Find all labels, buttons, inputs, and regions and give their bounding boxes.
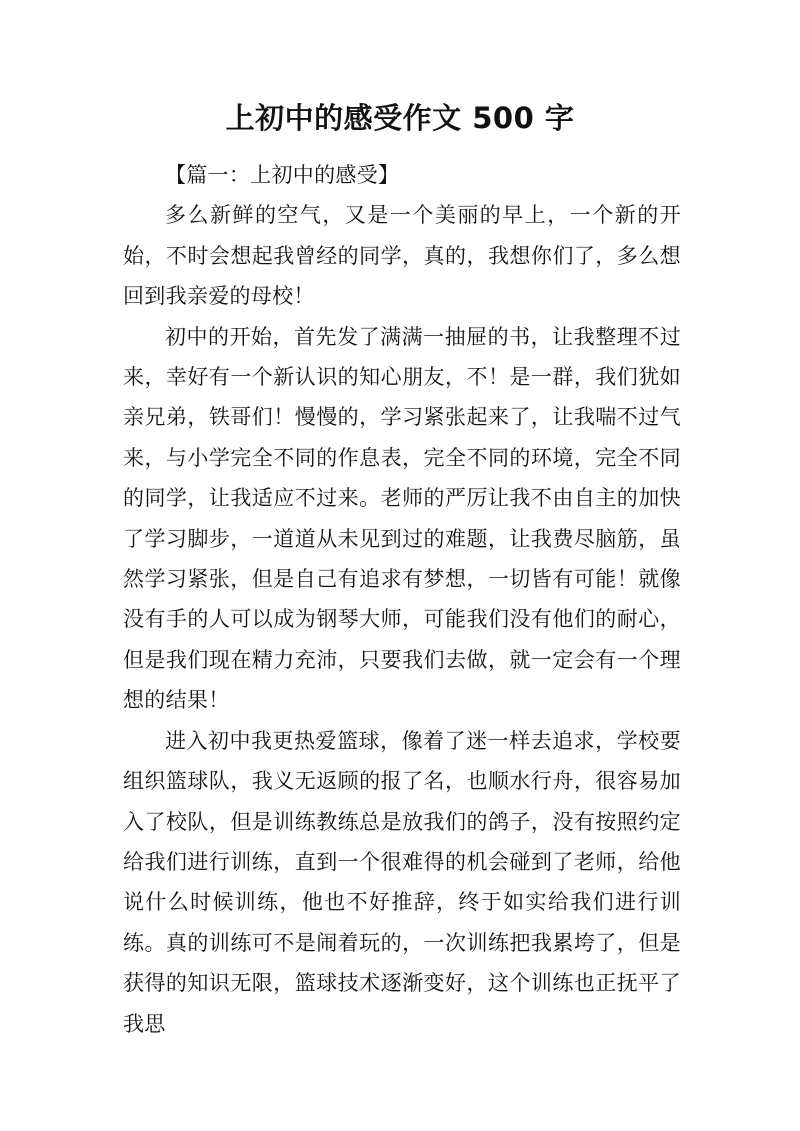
paragraph-2: 初中的开始，首先发了满满一抽屉的书，让我整理不过来，幸好有一个新认识的知心朋友，不！是一群，我们犹如亲兄弟，铁哥们！慢慢的，学习紧张起来了，让我喘不过气来，与小学完全不同的作息表，完全不同的环境，完全不同的同学，让我适应不过来。老师的严厉让我不由自主的加快了学习脚步，一道道从未见到过的难题，让我费尽脑筋，虽然学习紧张，但是自己有追求有梦想，一切皆有可能！就像没有手的人可以成为钢琴大师，可能我们没有他们的耐心，但是我们现在精力充沛，只要我们去做，就一定会有一个理想的结果！ <box>123 324 681 713</box>
document-body <box>123 155 681 1044</box>
paragraph-1: 多么新鲜的空气，又是一个美丽的早上，一个新的开始，不时会想起我曾经的同学，真的，我想你们了，多么想回到我亲爱的母校！ <box>123 203 681 309</box>
document-title: 上初中的感受作文 500 字 <box>225 101 575 135</box>
paragraph-3: 进入初中我更热爱篮球，像着了迷一样去追求，学校要组织篮球队，我义无返顾的报了名，也顺水行舟，很容易加入了校队，但是训练教练总是放我们的鸽子，没有按照约定给我们进行训练，直到一个很难得的机会碰到了老师，给他说什么时候训练，他也不好推辞，终于如实给我们进行训练。真的训练可不是闹着玩的，一次训练把我累垮了，但是获得的知识无限，篮球技术逐渐变好，这个训练也正抚平了我思 <box>123 728 681 1036</box>
section-heading: 【篇一：上初中的感受】 <box>165 163 400 187</box>
